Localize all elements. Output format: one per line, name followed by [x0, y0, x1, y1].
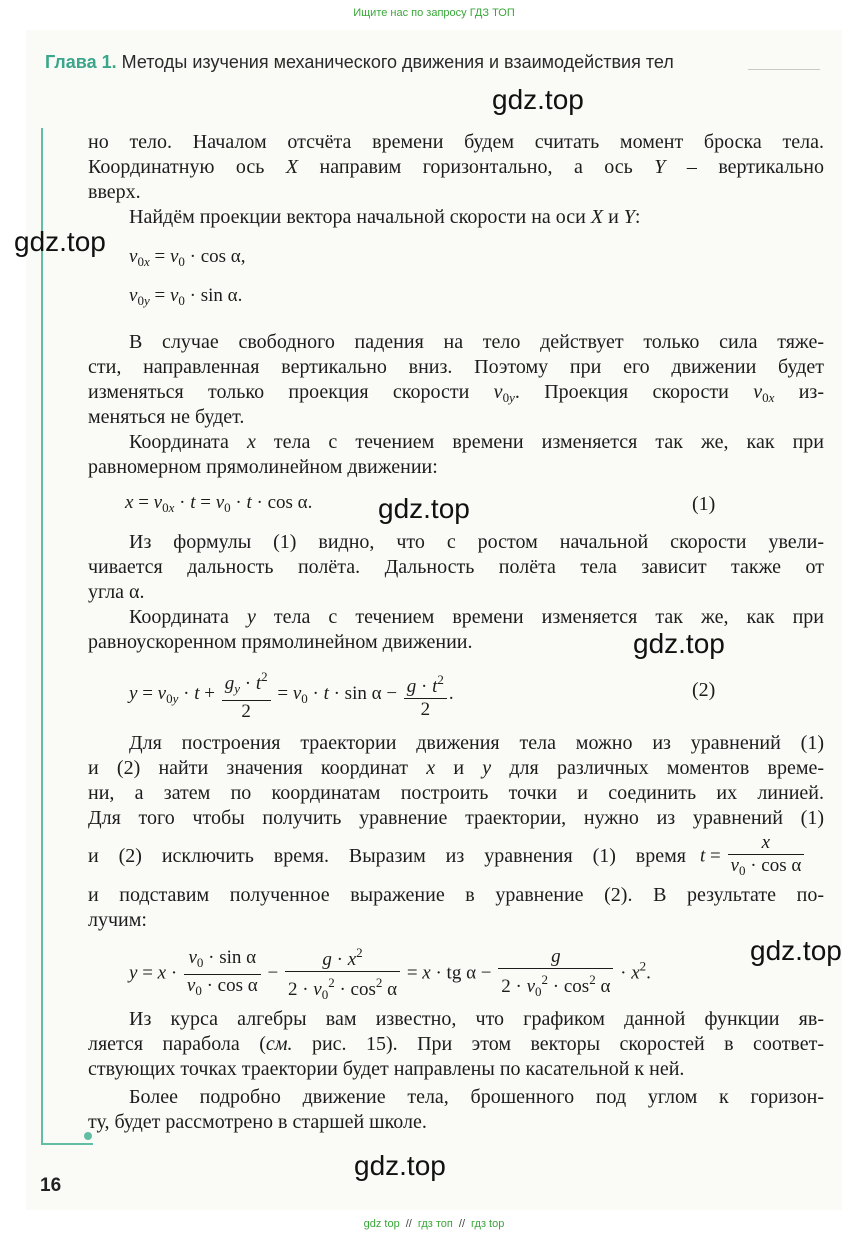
equation-v0x: $v_{0x} = v_0 \cdot \cos \alpha$,: [129, 246, 246, 269]
text-line: Из курса алгебры вам известно, что графиком данной функции яв-: [129, 1008, 824, 1030]
text-line: чивается дальность полёта. Дальность полёта тела зависит также от: [88, 556, 824, 578]
text-line: В случае свободного падения на тело действует только сила тяже-: [129, 331, 824, 353]
chapter-number: Глава 1.: [45, 52, 117, 72]
bottom-link[interactable]: gdz top: [363, 1218, 400, 1230]
margin-rule: [41, 128, 43, 1144]
equation-1: $x = v_{0x} \cdot t = v_0 \cdot t \cdot \cos \alpha$.: [125, 492, 313, 515]
chapter-header: [45, 52, 674, 73]
text-line: Из формулы (1) видно, что с ростом начальной скорости увели-: [129, 531, 824, 553]
margin-rule-foot: [41, 1143, 93, 1145]
text-line: Более подробно движение тела, брошенного под углом к горизон-: [129, 1086, 824, 1108]
text-line: Координата x тела с течением времени изменяется так же, как при: [129, 431, 824, 453]
text-line: Найдём проекции вектора начальной скорости на оси X и Y:: [129, 206, 641, 228]
text-line: и (2) найти значения координат x и y для различных моментов време-: [88, 757, 825, 779]
text-line: и подставим полученное выражение в уравнение (2). В результате по-: [88, 884, 824, 906]
text-line: сти, направленная вертикально вниз. Поэтому при его движении будет: [88, 356, 824, 378]
text-line: ту, будет рассмотрено в старшей школе.: [88, 1111, 427, 1133]
page-number: 16: [40, 1175, 62, 1196]
text-line: ляется парабола (см. рис. 15). При этом векторы скоростей в соответ-: [88, 1033, 824, 1055]
text-line: Координатную ось X направим горизонтально, а ось Y – вертикально: [88, 156, 824, 178]
equation-1-number: (1): [692, 493, 716, 515]
bottom-link[interactable]: гдз top: [471, 1218, 505, 1230]
equation-time: t = $\frac{x}{v_0 \cdot \cos \alpha}$: [700, 832, 806, 882]
text-line: вверх.: [88, 181, 141, 203]
text-line: Для построения траектории движения тела можно из уравнений (1): [129, 732, 824, 754]
bottom-link[interactable]: гдз топ: [417, 1218, 453, 1230]
bottom-links: [0, 1218, 868, 1230]
equation-trajectory: y = x · $\frac{v_0 \cdot \sin \alpha}{v_0 \cdot \cos \alpha}$ − $\frac{g \cdot x^2}{2 \cdot v_0^2 \cdot \cos^2 \alpha}$ = x · tg α − $\frac{g}{2 \cdot v_0^2 \cdot \cos^2 \alpha}$ · $x^2$.: [129, 942, 651, 1006]
link-separator: //: [405, 1218, 412, 1230]
text-line: ствующих точках траектории будет направлены по касательной к ней.: [88, 1058, 685, 1080]
watermark: gdz.top: [492, 84, 584, 115]
equation-v0y: $v_{0y} = v_0 \cdot \sin \alpha$.: [129, 285, 243, 308]
chapter-title: Методы изучения механического движения и взаимодействия тел: [121, 52, 674, 72]
link-separator: //: [458, 1218, 466, 1230]
text-line: но тело. Началом отсчёта времени будем считать момент броска тела.: [88, 131, 824, 153]
equation-2-number: (2): [692, 679, 716, 701]
text-line: угла α.: [88, 581, 145, 603]
watermark: gdz.top: [14, 226, 106, 257]
top-link[interactable]: Ищите нас по запросу ГДЗ ТОП: [353, 7, 515, 19]
text-line: Координата y тела с течением времени изменяется так же, как при: [129, 606, 824, 628]
text-line: равноускоренном прямолинейном движении.: [88, 631, 473, 653]
header-rule: [748, 69, 820, 70]
watermark: gdz.top: [750, 935, 842, 966]
watermark: gdz.top: [378, 493, 470, 524]
watermark: gdz.top: [354, 1150, 446, 1181]
text-line: Для того чтобы получить уравнение траектории, нужно из уравнений (1): [88, 807, 824, 829]
text-line: лучим:: [88, 909, 147, 931]
text-line: изменяться только проекция скорости $v_{0y}$. Проекция скорости $v_{0x}$ из-: [88, 381, 824, 405]
text-line: и (2) исключить время. Выразим из уравнения (1) время: [88, 845, 686, 867]
equation-2: $y = v_{0y} \cdot t$ + $\frac{g_y \cdot t^2}{2}$ = $v_0 \cdot t \cdot \sin \alpha$ − $\frac{g \cdot t^2}{2}$ .: [129, 666, 454, 723]
text-line: ни, а затем по координатам построить точки и соединить их линией.: [88, 782, 824, 804]
text-line: меняться не будет.: [88, 406, 245, 428]
text-line: равномерном прямолинейном движении:: [88, 456, 438, 478]
watermark: gdz.top: [633, 628, 725, 659]
